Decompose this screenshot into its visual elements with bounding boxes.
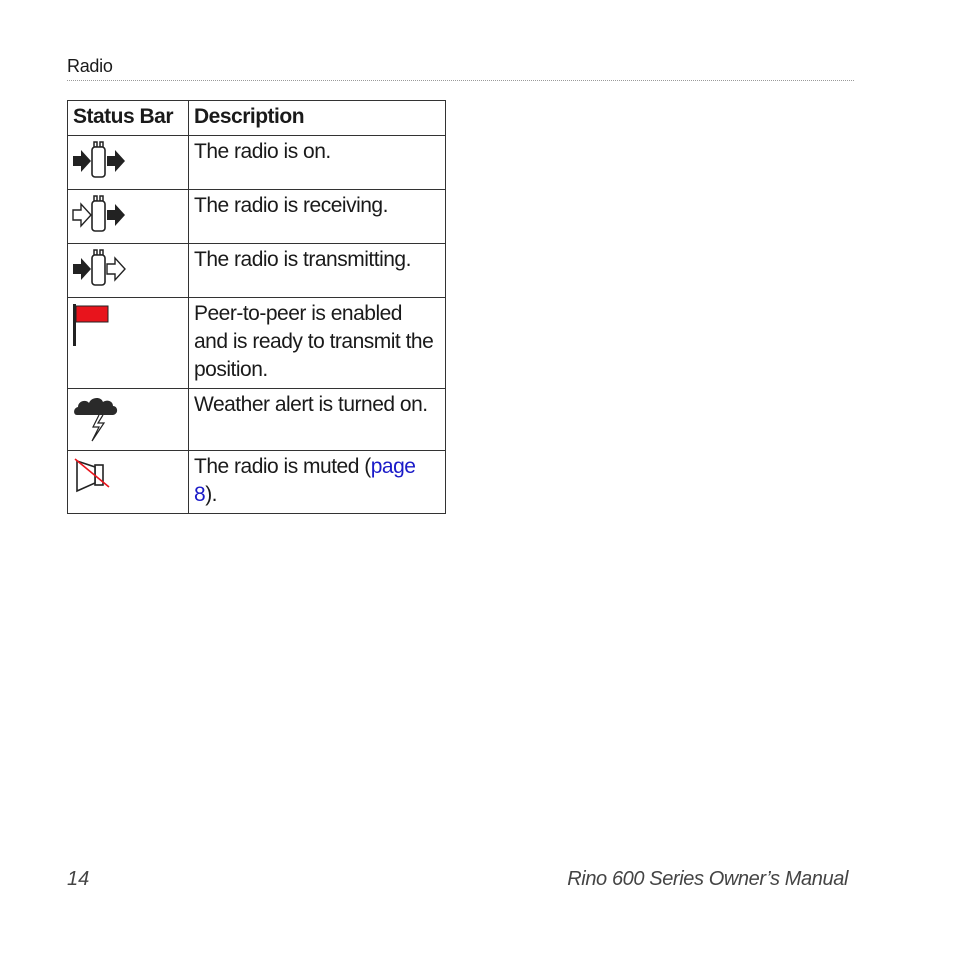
status-icon-cell: [68, 136, 189, 190]
table-row: [68, 190, 446, 244]
column-header-description: Description: [189, 101, 446, 136]
description-cell: Peer-to-peer is enabled and is ready to transmit the position.: [189, 298, 446, 389]
radio-transmitting-icon: [71, 248, 131, 290]
radio-on-icon: [71, 140, 131, 182]
description-cell: The radio is receiving.: [189, 190, 446, 244]
header-divider: [67, 80, 854, 81]
status-icon-cell: [68, 389, 189, 451]
peer-to-peer-flag-icon: [71, 302, 131, 348]
status-icon-cell: [68, 451, 189, 514]
column-header-status-bar: Status Bar: [68, 101, 189, 136]
table-header-row: [68, 101, 446, 136]
weather-alert-icon: [71, 393, 131, 445]
description-cell: [189, 451, 446, 514]
description-cell: Weather alert is turned on.: [189, 389, 446, 451]
table-row: [68, 298, 446, 389]
table-row: [68, 451, 446, 514]
page-number: 14: [67, 868, 90, 890]
table-row: [68, 389, 446, 451]
page-8-link[interactable]: page 8: [194, 455, 416, 506]
description-cell: The radio is transmitting.: [189, 244, 446, 298]
status-icon-cell: [68, 190, 189, 244]
table-row: [68, 136, 446, 190]
radio-muted-icon: [71, 455, 131, 497]
status-icon-cell: [68, 244, 189, 298]
muted-description-prefix: The radio is muted (: [194, 455, 371, 478]
radio-receiving-icon: [71, 194, 131, 236]
description-cell: The radio is on.: [189, 136, 446, 190]
manual-title: Rino 600 Series Owner’s Manual: [567, 868, 848, 890]
section-header: Radio: [67, 56, 113, 76]
table-row: [68, 244, 446, 298]
status-icon-cell: [68, 298, 189, 389]
muted-description-suffix: ).: [205, 483, 218, 506]
status-bar-table: [67, 100, 446, 514]
